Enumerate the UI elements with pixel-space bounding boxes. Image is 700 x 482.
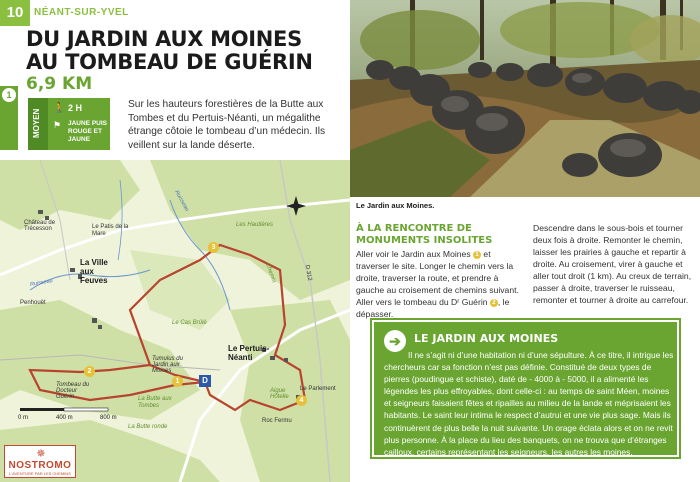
map-label-roc-fermu: Roc Fermu — [262, 418, 292, 424]
directions-col1 — [356, 248, 526, 320]
map-label-ruisseau1: Ruisseau — [29, 278, 54, 288]
map-label-chateau: Château de Trécesson — [24, 220, 56, 232]
map-depart-marker[interactable]: D — [199, 375, 211, 387]
map-marker-3[interactable]: 3 — [208, 242, 219, 253]
walk-info-box — [28, 98, 110, 150]
box-title: LE JARDIN AUX MOINES — [414, 332, 559, 345]
scale-label-400: 400 m — [56, 415, 73, 421]
walk-duration: 2 H — [68, 103, 83, 113]
map-label-cas-brule: Le Cas Brûlé — [172, 320, 207, 326]
map-label-penhouet: Penhouët — [20, 300, 46, 306]
photo-drawing — [350, 0, 700, 197]
dolmen-photo — [350, 0, 700, 197]
page-number: 10 — [0, 0, 30, 26]
map-label-butte-ronde: La Butte ronde — [128, 424, 168, 430]
inline-marker-1: 1 — [473, 251, 481, 259]
map-label-ruisseau2: Ruisseau — [173, 189, 190, 213]
walk-title — [26, 28, 346, 74]
publisher-name: NOSTROMO — [8, 460, 72, 471]
map-marker-1[interactable]: 1 — [172, 376, 183, 387]
map-label-patis: Le Patis de la Mare — [92, 224, 129, 237]
directions-text-part2: et traverser le site. Longer le chemin vers la droite, traverser la route, et prendre à gauche au croisement de chemins suivant. Aller vers le tombeau du Dʳ Guérin — [356, 249, 519, 307]
publisher-logo — [4, 445, 76, 478]
map-marker-2[interactable]: 2 — [84, 366, 95, 377]
hiker-icon: 🚶 — [53, 103, 66, 114]
photo-caption: Le Jardin aux Moines. — [356, 201, 435, 210]
trail-map[interactable] — [0, 160, 350, 482]
page-location: NÉANT-SUR-YVEL — [34, 7, 129, 18]
directions-text-part1: Aller voir le Jardin aux Moines — [356, 249, 474, 259]
section-title: À LA RENCONTRE DE MONUMENTS INSOLITES — [356, 223, 493, 246]
page-header — [0, 0, 350, 26]
walk-title-line2: AU TOMBEAU DE GUÉRIN — [26, 50, 313, 74]
map-marker-4[interactable]: 4 — [296, 395, 307, 406]
directions-col2: Descendre dans le sous-bois et tourner deux fois à droite. Remonter le chemin, laisser les prairies à gauche et repartir à droite. Au croisement, virer à gauche et aller tout droit (1 km). Au creux de terrain, passer à droite, traverser le ruisseau, remonter et tourner à droite au carrefour. — [533, 223, 692, 305]
map-label-pertuis: Le Pertuis-Néanti — [228, 344, 270, 362]
map-label-hautieres: Les Hautières — [236, 222, 274, 228]
inline-marker-2: 2 — [490, 299, 498, 307]
map-label-ville-feuves: La Ville aux Feuves — [80, 258, 108, 285]
map-label-parlement: Le Parlement — [300, 386, 336, 392]
map-label-aiguille: Aigue Hôtelle — [270, 388, 289, 400]
flag-icon: ⚑ — [53, 120, 62, 130]
directions-text-part3: , le dépasser. — [356, 297, 510, 319]
map-label-tumulus: Tumulus du Jardin aux Moines — [152, 356, 183, 374]
scale-label-800: 800 m — [100, 415, 117, 421]
publisher-tagline: L'AVENTURE PAR LES CHEMINS — [9, 471, 71, 476]
walk-markings: JAUNE PUIS ROUGE ET JAUNE — [68, 120, 108, 143]
walk-intro: Sur les hauteurs forestières de la Butte aux Tombes et du Pertuis-Néanti, un mégalithe étrange côtoie le tombeau d’un médecin. Ils veillent sur la lande déserte. — [128, 99, 326, 151]
walk-title-line1: DU JARDIN AUX MOINES — [26, 27, 302, 51]
walk-distance: 6,9 KM — [26, 74, 93, 94]
level-badge — [28, 98, 48, 150]
balade-number: 1 — [2, 88, 16, 102]
level-label: MOYEN — [32, 108, 41, 138]
info-box-jardin — [372, 320, 679, 457]
scale-label-0: 0 m — [18, 415, 29, 421]
map-label-route: D 312 — [303, 264, 313, 282]
map-label-chemin: Chemin — [263, 262, 277, 284]
map-label-butte-tombes: La Butte aux Tombes — [138, 396, 172, 409]
box-text: Il ne s’agit ni d’une habitation ni d’une sépulture. À ce titre, il intrigue les chercheurs car sa fonction n’est pas définie. Constitué de deux types de pierres (poudingue et schiste), daté de - 4000 à - 5000, il a alimenté les légendes les plus effroyables, dont celle-ci : au temps de saint Méen, moines et seigneurs faisaient fêtes et ripailles au milieu de la lande et méprisaient les habitants. Le saint leur intima le respect d’autrui et une vie plus sage. Mais ils continuèrent de plus belle la nuit suivante. Un orage éclata alors et on ne revit plus personne. À la place du lieu des banquets, on ne trouva que d’étranges cailloux, certains représentant les seigneurs, les autres les moines. — [384, 350, 674, 457]
map-label-tombeau: Tombeau du Docteur Guérin — [56, 382, 90, 400]
balade-label — [0, 92, 1, 132]
compass-rose-icon: ✵ — [36, 448, 46, 460]
arrow-circle-icon: ➔ — [384, 330, 406, 352]
